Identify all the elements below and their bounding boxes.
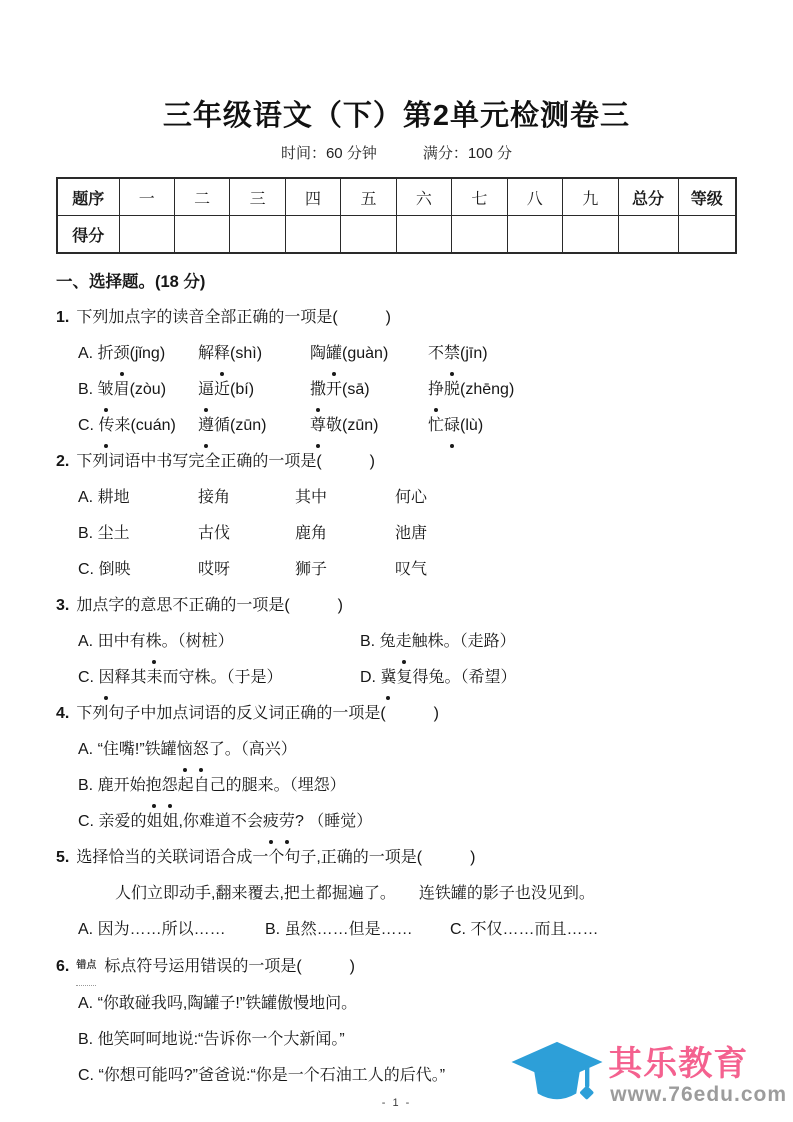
score-table-total-label: 总分	[618, 178, 678, 216]
option-cell: 撒开(sā)	[310, 372, 428, 408]
score-cell	[119, 216, 174, 254]
score-cell	[396, 216, 451, 254]
paper-meta	[0, 142, 793, 163]
score-row	[57, 216, 736, 254]
question-5-options	[78, 912, 737, 948]
option-cell: B. 尘土	[78, 525, 130, 542]
score-table-corner-label: 题序	[57, 178, 119, 216]
question-6-option-a: A. “你敢碰我吗,陶罐子!”铁罐傲慢地问。	[78, 995, 358, 1012]
full-score-label: 满分：100 分	[422, 145, 513, 162]
time-limit-label: 时间：60 分钟	[280, 145, 377, 162]
question-6-text: 标点符号运用错误的一项是( )	[104, 958, 356, 975]
option-cell: 其中	[295, 489, 328, 506]
option-cell: 狮子	[295, 561, 328, 578]
question-6-stem	[56, 948, 737, 986]
question-6-option-b: B. 他笑呵呵地说:“告诉你一个大新闻。”	[78, 1031, 345, 1048]
question-4-number: 4.	[56, 705, 70, 722]
option-cell: A. 折颈(jǐng)	[78, 336, 198, 372]
score-cell	[341, 216, 396, 254]
option-cell: 鹿角	[295, 525, 328, 542]
question-4-stem	[56, 696, 737, 732]
question-5-number: 5.	[56, 849, 70, 866]
sentence-part-1: 人们立即动手,翻来覆去,把土都掘遍了。	[115, 885, 396, 902]
option-cell: C. 因释其耒而守株。（于是）	[78, 660, 360, 696]
score-table-col-1: 一	[119, 178, 174, 216]
brand-text	[608, 1045, 787, 1106]
question-2-text: 下列词语中书写完全正确的一项是( )	[76, 453, 376, 470]
question-4-option-a: A. “住嘴!”铁罐恼怒了。（高兴）	[78, 732, 737, 768]
option-cell: A. 因为……所以……	[78, 921, 226, 938]
question-2-option-c	[78, 552, 737, 588]
score-table	[56, 177, 737, 254]
sentence-part-2: 连铁罐的影子也没见到。	[418, 885, 595, 902]
option-cell: 尊敬(zūn)	[310, 408, 428, 444]
question-3-stem	[56, 588, 737, 624]
option-cell: 陶罐(guàn)	[310, 336, 428, 372]
option-cell: D. 冀复得兔。（希望）	[360, 660, 737, 696]
question-1-option-b	[78, 372, 737, 408]
question-4-option-c: C. 亲爱的姐姐,你难道不会疲劳? （睡觉）	[78, 804, 737, 840]
question-4-text: 下列句子中加点词语的反义词正确的一项是( )	[76, 705, 440, 722]
option-cell: 池唐	[395, 525, 428, 542]
score-cell	[678, 216, 736, 254]
question-6-number: 6.	[56, 958, 70, 975]
question-section	[56, 264, 737, 1109]
option-cell: 解释(shì)	[198, 336, 310, 372]
option-cell: 古伐	[198, 525, 231, 542]
score-table-col-8: 八	[507, 178, 562, 216]
brand-name: 其乐教育	[608, 1045, 749, 1084]
score-cell	[174, 216, 229, 254]
option-cell: C. 传来(cuán)	[78, 408, 198, 444]
option-cell: B. 兔走触株。（走路）	[360, 624, 737, 660]
score-cell	[563, 216, 619, 254]
question-1-text: 下列加点字的读音全部正确的一项是( )	[76, 309, 392, 326]
score-table-col-2: 二	[174, 178, 229, 216]
question-2-option-b	[78, 516, 737, 552]
question-2-number: 2.	[56, 453, 70, 470]
score-table-col-9: 九	[563, 178, 619, 216]
option-cell: 不禁(jīn)	[428, 336, 737, 372]
question-5-sentence	[115, 876, 737, 912]
page-number: - 1 -	[381, 1097, 412, 1109]
score-table-col-7: 七	[452, 178, 507, 216]
option-cell: 叹气	[395, 561, 428, 578]
option-cell: C. 不仅……而且……	[450, 921, 599, 938]
score-cell	[285, 216, 340, 254]
question-2-stem	[56, 444, 737, 480]
option-cell: B. 皱眉(zòu)	[78, 372, 198, 408]
brand-url: www.76edu.com	[610, 1082, 787, 1106]
option-cell: 遵循(zūn)	[198, 408, 310, 444]
question-5-text: 选择恰当的关联词语合成一个句子,正确的一项是( )	[76, 849, 476, 866]
question-4-option-b: B. 鹿开始抱怨起自己的腿来。（埋怨）	[78, 768, 737, 804]
option-cell: 何心	[395, 489, 428, 506]
option-cell: 逼近(bí)	[198, 372, 310, 408]
question-1-option-c	[78, 408, 737, 444]
score-table-col-5: 五	[341, 178, 396, 216]
option-cell: C. 倒映	[78, 561, 131, 578]
score-cell	[618, 216, 678, 254]
score-cell	[507, 216, 562, 254]
question-1-number: 1.	[56, 309, 70, 326]
question-3-options-ab	[78, 624, 737, 660]
section-heading: 一、选择题。(18 分)	[56, 273, 206, 291]
question-3-text: 加点字的意思不正确的一项是( )	[76, 597, 344, 614]
question-2-option-a	[78, 480, 737, 516]
option-cell: B. 虽然……但是……	[265, 921, 413, 938]
question-6-option-c: C. “你想可能吗?”爸爸说:“你是一个石油工人的后代。”	[78, 1067, 446, 1084]
option-cell: 忙碌(lù)	[428, 408, 737, 444]
option-cell: A. 田中有株。（树桩）	[78, 624, 360, 660]
option-cell: A. 耕地	[78, 489, 130, 506]
score-table-col-6: 六	[396, 178, 451, 216]
score-cell	[452, 216, 507, 254]
score-table-grade-label: 等级	[678, 178, 736, 216]
question-5-stem	[56, 840, 737, 876]
question-1-stem	[56, 300, 737, 336]
brand-logo	[508, 1038, 787, 1114]
page-title: 三年级语文（下）第2单元检测卷三	[162, 100, 631, 132]
question-1-option-a	[78, 336, 737, 372]
graduation-cap-icon	[508, 1038, 606, 1114]
question-3-options-cd	[78, 660, 737, 696]
score-table-col-4: 四	[285, 178, 340, 216]
option-cell: 接角	[198, 489, 231, 506]
score-table-header-row	[57, 178, 736, 216]
error-point-badge: 错点	[76, 948, 96, 986]
score-cell	[230, 216, 285, 254]
score-table-col-3: 三	[230, 178, 285, 216]
option-cell: 挣脱(zhēng)	[428, 372, 737, 408]
option-cell: 哎呀	[198, 561, 231, 578]
question-3-number: 3.	[56, 597, 70, 614]
score-row-label: 得分	[57, 216, 119, 254]
